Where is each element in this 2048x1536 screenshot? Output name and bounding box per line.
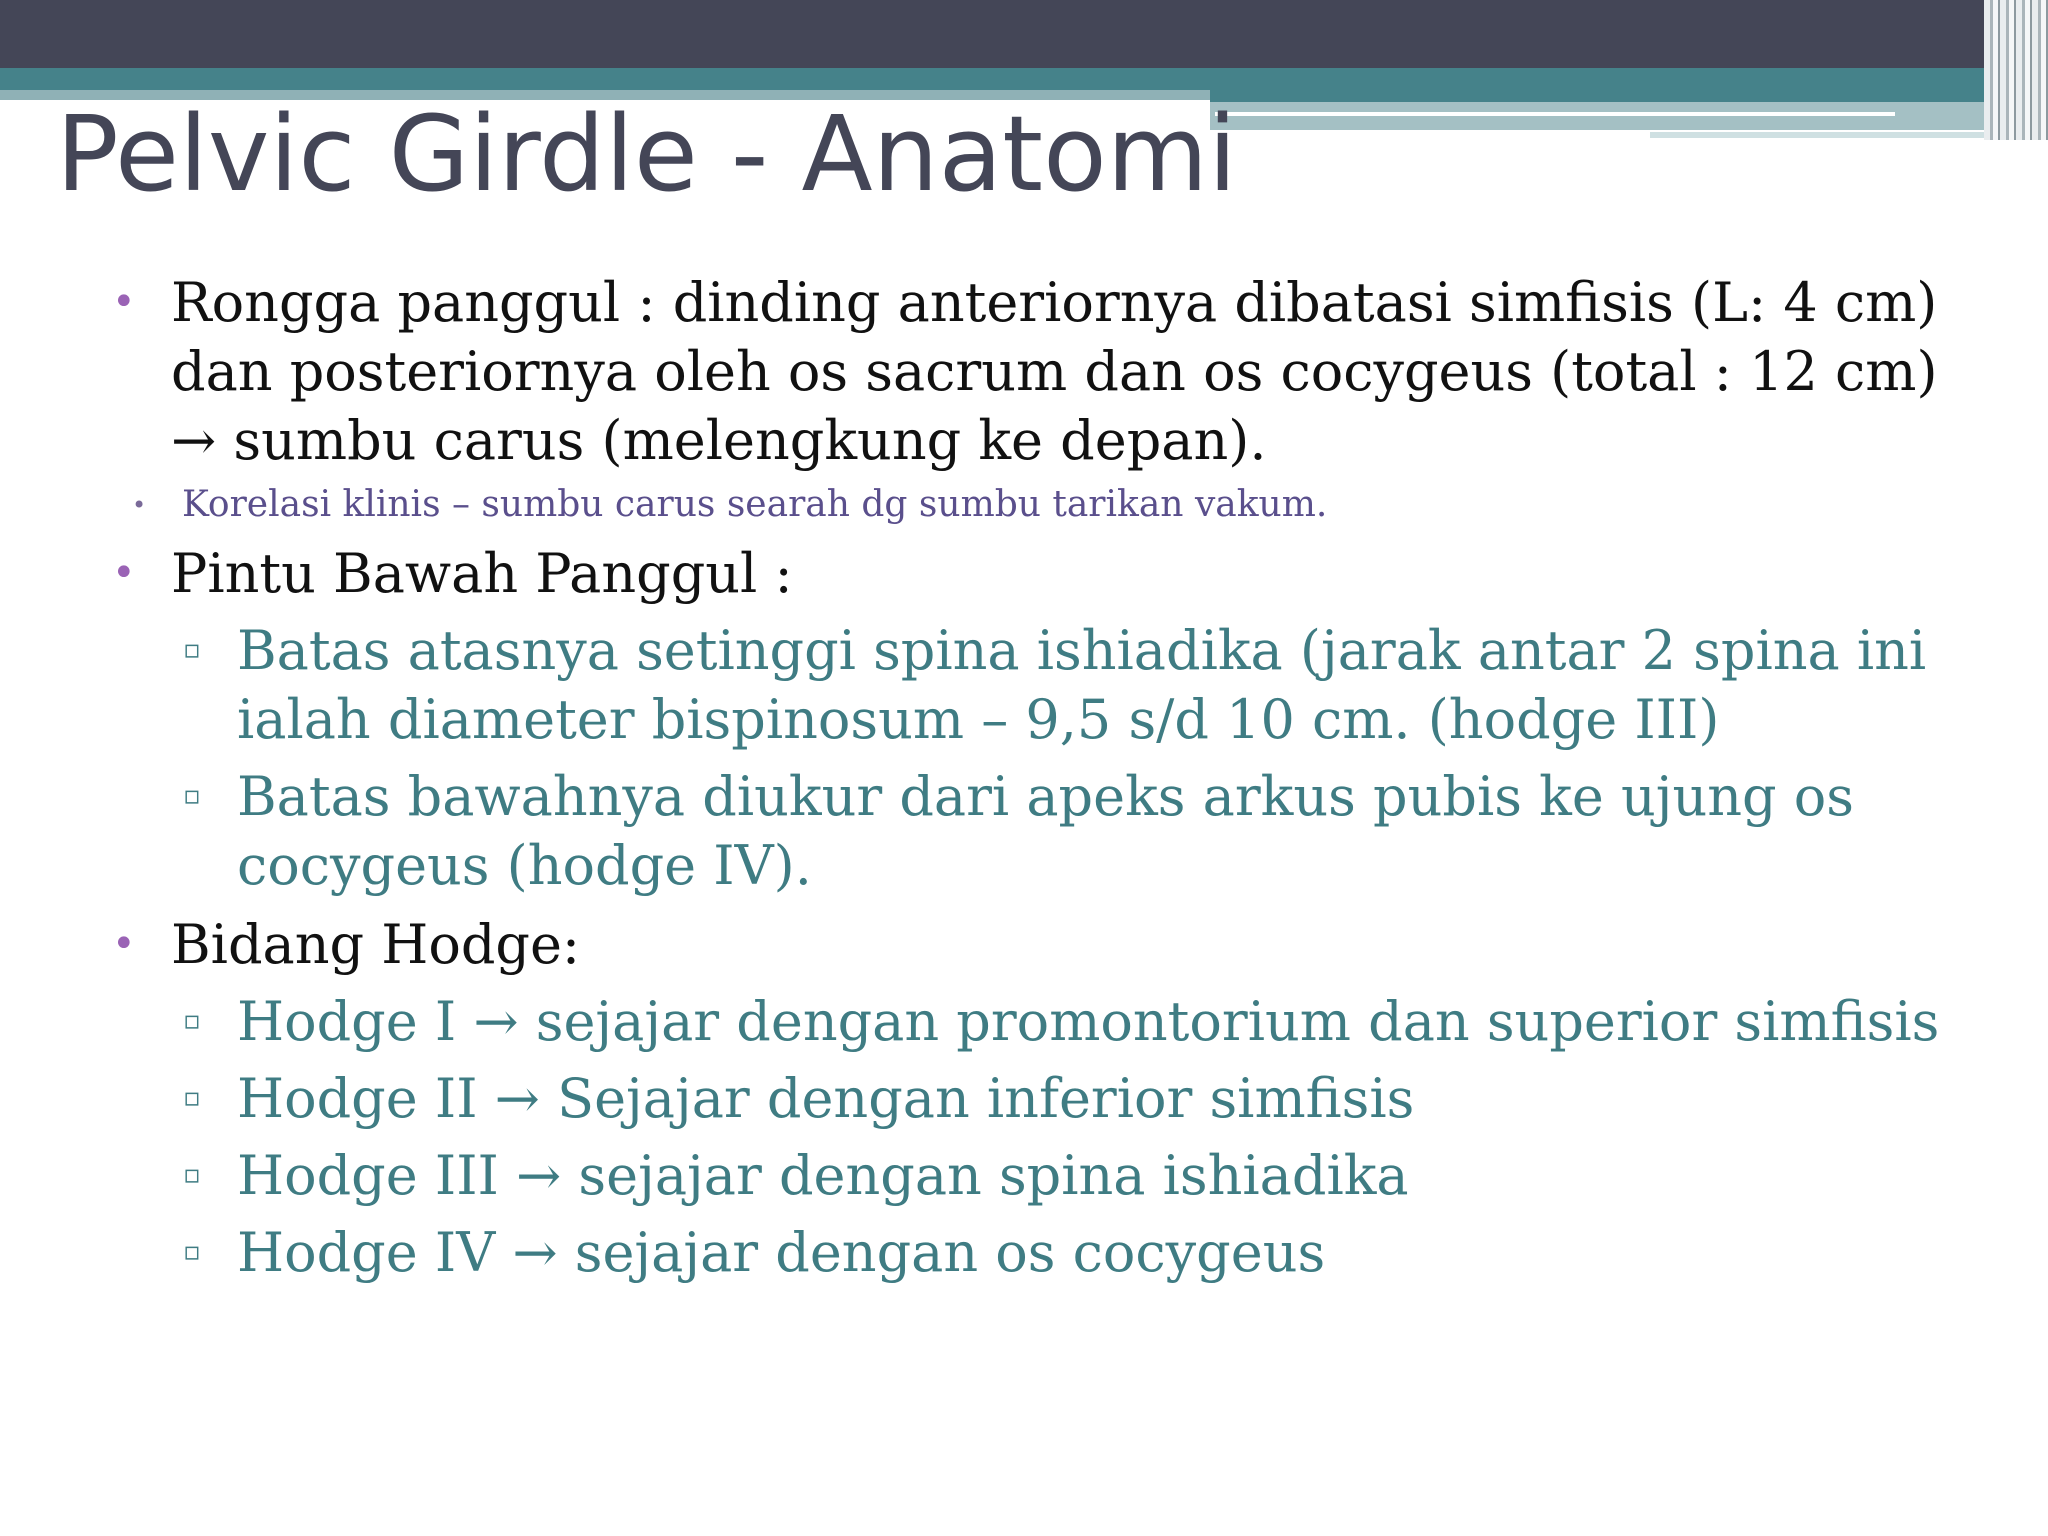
bullet-dot-icon: • [112, 921, 136, 967]
subitem-text: Hodge IV → sejajar dengan os cocygeus [237, 1221, 1326, 1284]
bullet-text: Rongga panggul : dinding anteriornya dibatasi simfisis (L: 4 cm) dan posteriornya oleh os sacrum dan os cocygeus (total : 12 cm) → sumbu carus (melengkung ke depan). [171, 271, 1938, 472]
header-band-light-right [1210, 102, 2048, 130]
slide-content [0, 268, 2048, 1287]
square-bullet-icon: ▫ [183, 1083, 201, 1113]
note-text: Korelasi klinis – sumbu carus searah dg sumbu tarikan vakum. [182, 484, 1328, 525]
bullet-pintu-bawah-panggul [0, 539, 2048, 608]
bullet-text: Bidang Hodge: [171, 913, 581, 976]
subitem-text: Hodge II → Sejajar dengan inferior simfisis [237, 1067, 1415, 1130]
subitem-text: Hodge I → sejajar dengan promontorium dan superior simfisis [237, 990, 1940, 1053]
square-bullet-icon: ▫ [183, 1160, 201, 1190]
header-band-teal [0, 68, 2048, 90]
header-stripes [1984, 0, 2048, 140]
header-band-dark [0, 0, 2048, 68]
subitem-hodge-1 [0, 987, 2048, 1056]
slide-title: Pelvic Girdle - Anatomi [56, 93, 1237, 215]
square-bullet-icon: ▫ [183, 1237, 201, 1267]
subitem-text: Batas atasnya setinggi spina ishiadika (jarak antar 2 spina ini ialah diameter bispinosum – 9,5 s/d 10 cm. (hodge III) [237, 619, 1927, 751]
subitem-batas-bawah [0, 762, 2048, 900]
subitem-batas-atas [0, 616, 2048, 754]
subitem-hodge-4 [0, 1218, 2048, 1287]
square-bullet-icon: ▫ [183, 1006, 201, 1036]
bullet-dot-icon: • [112, 279, 136, 325]
bullet-text: Pintu Bawah Panggul : [171, 542, 793, 605]
bullet-note-korelasi [0, 481, 2048, 529]
bullet-rongga-panggul [0, 268, 2048, 475]
small-dot-icon: • [132, 491, 147, 519]
square-bullet-icon: ▫ [183, 635, 201, 665]
square-bullet-icon: ▫ [183, 781, 201, 811]
subitem-hodge-3 [0, 1141, 2048, 1210]
subitem-text: Batas bawahnya diukur dari apeks arkus pubis ke ujung os cocygeus (hodge IV). [237, 765, 1854, 897]
header-band-teal-right [1210, 90, 2048, 102]
bullet-bidang-hodge [0, 910, 2048, 979]
header-accent-line [1215, 112, 1895, 116]
bullet-dot-icon: • [112, 550, 136, 596]
subitem-text: Hodge III → sejajar dengan spina ishiadika [237, 1144, 1409, 1207]
subitem-hodge-2 [0, 1064, 2048, 1133]
